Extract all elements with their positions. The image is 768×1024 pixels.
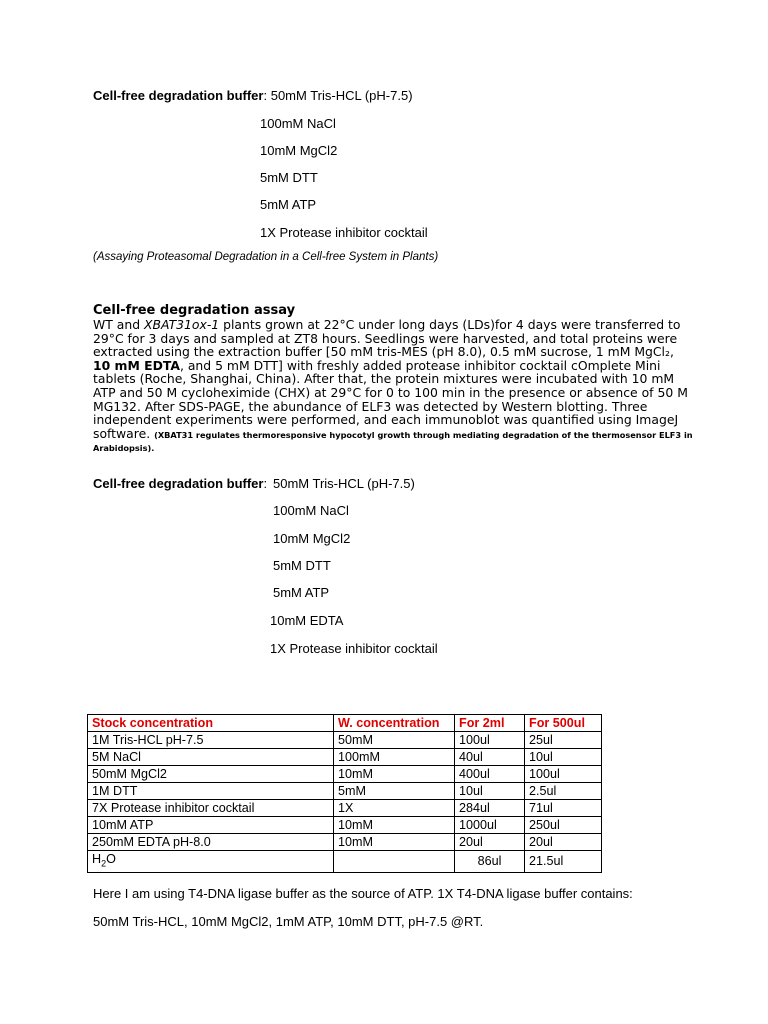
table-cell: 10mM [334,817,455,834]
assay-text: WT and [93,317,145,332]
table-cell: 10ul [525,749,602,766]
table-cell: 7X Protease inhibitor cocktail [88,800,334,817]
table-cell: 20ul [455,834,525,851]
table-cell: 1M DTT [88,783,334,800]
table-cell: 71ul [525,800,602,817]
buffer1-item: 50mM Tris-HCL (pH-7.5) [270,88,413,103]
water-subscript: 2 [101,858,107,869]
table-cell: 10mM [334,834,455,851]
water-o: O [106,852,116,866]
assay-title: Cell-free degradation assay [93,303,296,318]
table-row [88,749,602,766]
buffer2-item: 5mM DTT [273,558,331,573]
table-cell: 25ul [525,732,602,749]
note-line: Here I am using T4-DNA ligase buffer as the source of ATP. 1X T4-DNA ligase buffer contains: [93,886,633,901]
assay-section [93,303,693,454]
buffer1-item: 10mM MgCl2 [260,143,338,158]
assay-reference: (XBAT31 regulates thermoresponsive hypocotyl growth through mediating degradation of the thermosensor ELF3 in Arabidopsis). [93,429,693,454]
table-row [88,732,602,749]
table-cell: 40ul [455,749,525,766]
assay-line-name: XBAT31ox-1 [144,317,220,332]
table-cell: 5M NaCl [88,749,334,766]
table-cell: 2.5ul [525,783,602,800]
buffer1-item: 100mM NaCl [260,116,336,131]
table-cell: 5mM [334,783,455,800]
water-h: H [92,852,102,866]
table-cell: 1X [334,800,455,817]
table-cell: 100ul [455,732,525,749]
table-row [88,817,602,834]
table-cell: 1M Tris-HCL pH-7.5 [88,732,334,749]
table-cell [334,851,455,873]
buffer1-colon: : [263,88,268,103]
buffer2-item: 5mM ATP [273,585,330,600]
table-row [88,834,602,851]
table-cell: 50mM [334,732,455,749]
table-cell: 250mM EDTA pH-8.0 [88,834,334,851]
table-cell [88,851,334,873]
table-header-row [88,715,602,732]
table-row [88,766,602,783]
table-header: For 2ml [455,715,525,732]
buffer1-citation: (Assaying Proteasomal Degradation in a Cell-free System in Plants) [93,251,439,263]
assay-text: plants grown at 22°C under long days (LDs)for 4 days were transferred to 29°C for 3 days and sampled at ZT8 hours. Seedlings were harvested, and total proteins were extracted using the extraction buffer [50 mM tris-MES (pH 8.0), 0.5 mM sucrose, 1 mM MgCl₂, [93,317,681,360]
table-cell: 100ul [525,766,602,783]
table-cell: 86ul [455,851,525,873]
table-cell: 400ul [455,766,525,783]
table-row [88,783,602,800]
table-cell: 10ul [455,783,525,800]
assay-paragraph [93,318,693,454]
buffer1-heading [93,88,413,104]
buffer2-item: 10mM MgCl2 [273,531,351,546]
table-header: W. concentration [334,715,455,732]
assay-text: , and 5 mM DTT] with freshly added protease inhibitor cocktail cOmplete Mini tablets (Roche, Shanghai, China). After that, the protein mixtures were incubated with 10 mM ATP and 50 M cycloheximide (CHX) at 29°C for 0 to 100 min in the presence or absence of 50 M MG132. After SDS-PAGE, the abundance of ELF3 was detected by Western blotting. Three independent experiments were performed, and each immunoblot was quantified using ImageJ software. [93,357,688,441]
buffer1-item: 5mM DTT [260,170,318,185]
table-cell: 284ul [455,800,525,817]
table-cell: 250ul [525,817,602,834]
table-row [88,851,602,873]
buffer2-item: 1X Protease inhibitor cocktail [270,641,438,656]
buffer2-item: 50mM Tris-HCL (pH-7.5) [273,476,415,491]
buffer1-item: 5mM ATP [260,197,317,212]
table-cell: 21.5ul [525,851,602,873]
table-cell: 10mM [334,766,455,783]
table-cell: 100mM [334,749,455,766]
table-header: Stock concentration [88,715,334,732]
buffer2-item: 100mM NaCl [273,503,349,518]
table-cell: 50mM MgCl2 [88,766,334,783]
table-cell: 20ul [525,834,602,851]
table-cell: 1000ul [455,817,525,834]
buffer1-item: 1X Protease inhibitor cocktail [260,225,428,240]
buffer2-item: 10mM EDTA [270,613,344,628]
stock-table [87,714,602,873]
buffer2-colon: : [263,476,268,491]
table-cell: 10mM ATP [88,817,334,834]
table-row [88,800,602,817]
buffer2-heading [93,476,267,492]
buffer1-label: Cell-free degradation buffer [93,88,264,103]
buffer2-label: Cell-free degradation buffer [93,476,264,491]
note-line: 50mM Tris-HCL, 10mM MgCl2, 1mM ATP, 10mM DTT, pH-7.5 @RT. [93,914,484,929]
assay-edta: 10 mM EDTA [93,357,180,373]
table-header: For 500ul [525,715,602,732]
